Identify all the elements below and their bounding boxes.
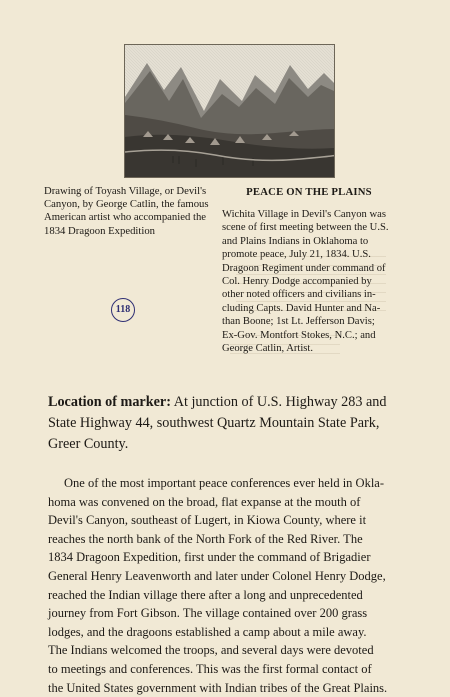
paragraph-line-12: the United States government with Indian tribes of the Great Plains. — [48, 680, 388, 695]
marker-text-line-11: George Catlin, Artist. — [222, 343, 314, 355]
caption-line-1: Drawing of Toyash Village, or Devil's — [44, 185, 207, 197]
marker-text-line-7: other noted officers and civilians in- — [222, 289, 376, 301]
marker-description — [222, 208, 442, 355]
marker-text-line-5: Dragoon Regiment under command of — [222, 262, 386, 274]
marker-text-line-9: than Boone; 1st Lt. Jefferson Davis; — [222, 316, 375, 328]
caption-line-4: 1834 Dragoon Expedition — [44, 224, 156, 237]
location-line-1 — [48, 392, 448, 413]
paragraph-line-7: reached the Indian village there after a long and unprecedented — [48, 587, 363, 602]
paragraph-line-10: The Indians welcomed the troops, and several days were devoted — [48, 643, 374, 658]
marker-number-badge: 118 — [111, 298, 135, 322]
location-text-first: At junction of U.S. Highway 283 and — [173, 394, 387, 410]
marker-text-line-4: promote peace, July 21, 1834. U.S. — [222, 249, 371, 261]
paragraph-line-6: General Henry Leavenworth and later under Colonel Henry Dodge, — [48, 568, 386, 583]
paragraph-line-8: journey from Fort Gibson. The village contained over 200 grass — [48, 606, 368, 621]
location-line-2: State Highway 44, southwest Quartz Mountain State Park, — [48, 415, 380, 431]
paragraph-line-11: to meetings and conferences. This was the first formal contact of — [48, 661, 372, 676]
historical-paragraph — [48, 474, 446, 697]
engraving-image — [125, 45, 334, 177]
paragraph-line-2: homa was convened on the broad, flat expanse at the mouth of — [48, 494, 361, 509]
caption-line-2: Canyon, by George Catlin, the famous — [44, 198, 209, 211]
image-caption — [44, 185, 214, 238]
canyon-village-illustration — [124, 44, 335, 178]
location-line-3: Greer County. — [48, 436, 129, 452]
marker-text-line-1: Wichita Village in Devil's Canyon was — [222, 209, 386, 220]
caption-line-3: American artist who accompanied the — [44, 211, 207, 224]
location-label: Location of marker: — [48, 394, 171, 410]
paragraph-line-9: lodges, and the dragoons established a camp about a mile away. — [48, 624, 367, 639]
marker-text-line-8: cluding Capts. David Hunter and Na- — [222, 302, 381, 314]
paragraph-line-3: Devil's Canyon, southeast of Lugert, in Kiowa County, where it — [48, 513, 367, 528]
marker-text-line-3: and Plains Indians in Oklahoma to — [222, 235, 369, 247]
location-of-marker — [48, 392, 448, 455]
marker-text-line-6: Col. Henry Dodge accompanied by — [222, 276, 372, 288]
marker-title: PEACE ON THE PLAINS — [246, 186, 372, 198]
paragraph-line-4: reaches the north bank of the North Fork of the Red River. The — [48, 531, 363, 546]
marker-text-line-2: scene of first meeting between the U.S. — [222, 222, 389, 234]
paragraph-line-5: 1834 Dragoon Expedition, first under the command of Brigadier — [48, 550, 371, 565]
marker-text-line-10: Ex-Gov. Montfort Stokes, N.C.; and — [222, 329, 376, 341]
paragraph-line-1: One of the most important peace conferences ever held in Okla- — [64, 476, 385, 490]
